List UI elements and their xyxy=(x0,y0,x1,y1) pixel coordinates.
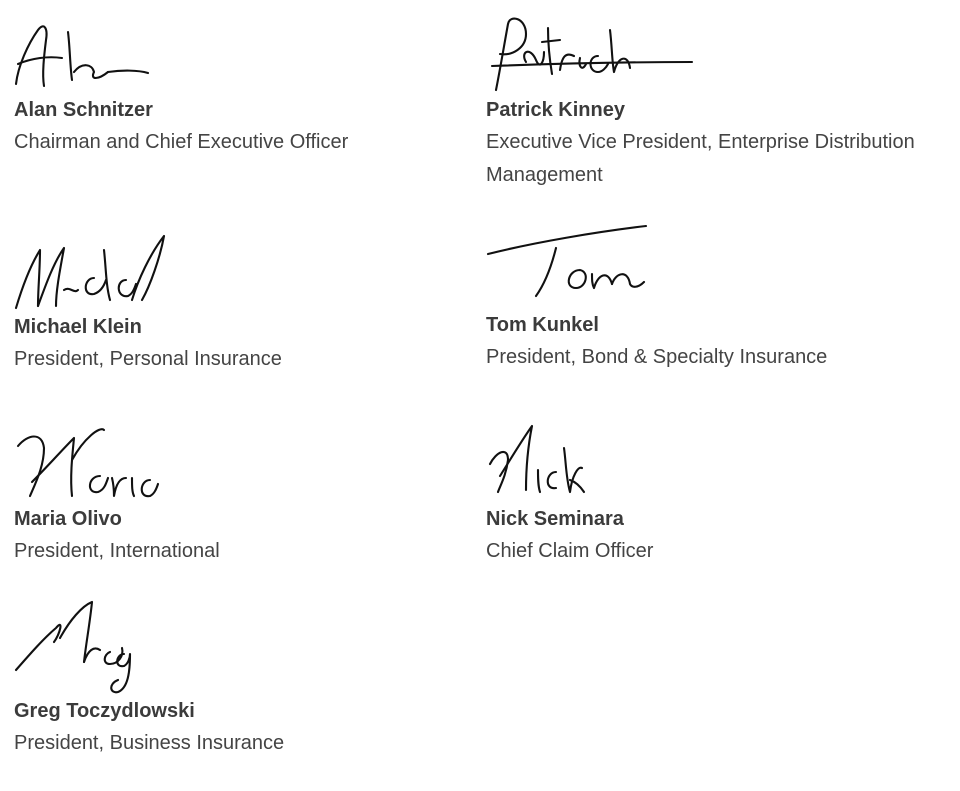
signatory-title: President, Personal Insurance xyxy=(14,348,282,370)
signatory-title: President, International xyxy=(14,540,220,562)
signatory-name: Nick Seminara xyxy=(486,508,624,530)
signatory-tom-kunkel xyxy=(486,218,926,378)
signatory-name: Greg Toczydlowski xyxy=(14,700,195,722)
signature-patrick xyxy=(486,0,706,95)
signature-greg xyxy=(14,598,154,698)
signature-michael xyxy=(14,220,174,315)
signatory-title: Chief Claim Officer xyxy=(486,540,654,562)
signature-tom xyxy=(486,218,666,308)
signatory-greg-toczydlowski xyxy=(14,598,454,768)
signature-alan xyxy=(14,0,164,95)
signatory-maria-olivo xyxy=(14,420,454,580)
signatory-alan-schnitzer xyxy=(14,0,454,160)
signature-nick xyxy=(486,420,596,500)
signatory-michael-klein xyxy=(14,220,454,380)
signatory-nick-seminara xyxy=(486,420,926,580)
signatory-title: Executive Vice President, Enterprise Distribution Management xyxy=(486,131,915,186)
signatory-name: Alan Schnitzer xyxy=(14,99,153,121)
signature-maria xyxy=(14,420,164,505)
signatory-name: Tom Kunkel xyxy=(486,314,599,336)
signatory-title: Chairman and Chief Executive Officer xyxy=(14,131,349,153)
signatory-patrick-kinney xyxy=(486,0,926,200)
signatory-name: Michael Klein xyxy=(14,316,142,338)
signatory-name: Maria Olivo xyxy=(14,508,122,530)
signatory-name: Patrick Kinney xyxy=(486,99,625,121)
signatory-title: President, Bond & Specialty Insurance xyxy=(486,346,828,368)
signatory-title: President, Business Insurance xyxy=(14,732,285,754)
